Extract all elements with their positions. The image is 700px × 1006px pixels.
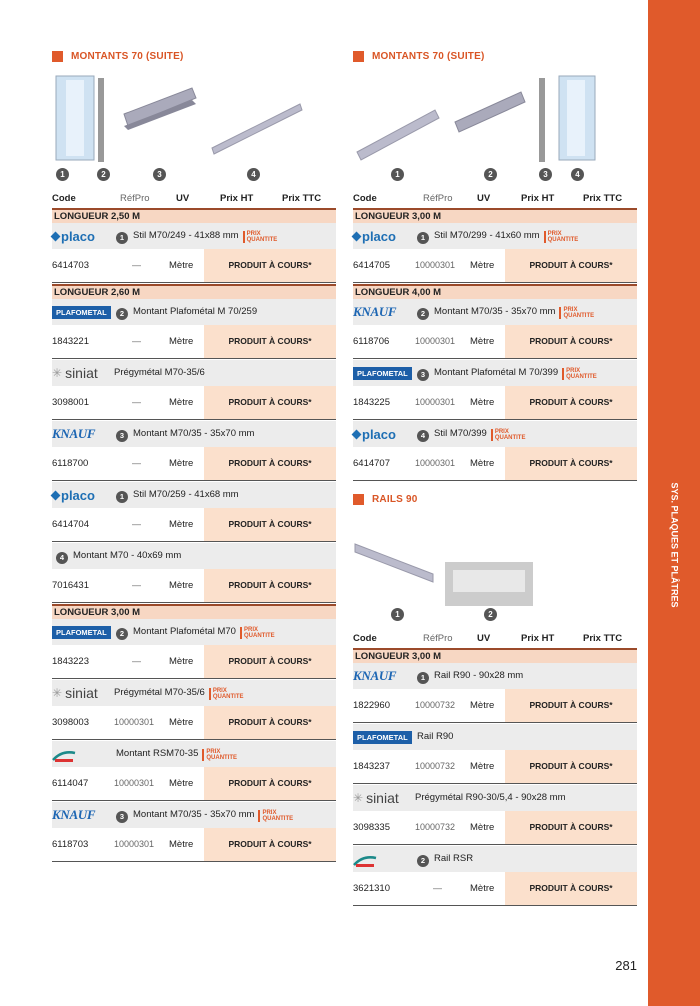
product-name	[417, 731, 453, 742]
product-name-row	[353, 299, 637, 325]
product-ref: 10000301	[415, 458, 456, 468]
product-name	[417, 230, 578, 244]
product-name-text: Prégymétal M70-35/6	[114, 367, 205, 378]
item-number: 2	[116, 628, 128, 640]
product-data-row	[52, 249, 336, 283]
item-number: 2	[116, 308, 128, 320]
length-group-header: LONGUEUR 2,60 M	[52, 284, 336, 299]
placo-logo	[353, 226, 396, 246]
siniat-star-icon: ✳	[353, 791, 364, 805]
product-ref: —	[132, 260, 141, 270]
brand-label: placo	[61, 487, 95, 503]
price-cell: PRODUIT À COURS*	[505, 811, 637, 844]
product-name-text: Montant Plafométal M 70/399	[434, 367, 559, 378]
product-photos	[52, 70, 336, 180]
product-row	[52, 619, 336, 679]
product-code: 1843221	[52, 336, 89, 347]
product-unit: Mètre	[470, 883, 495, 894]
prix-quantite-badge: PRIX QUANTITE	[491, 429, 526, 441]
column-headers: Code RéfPro UV Prix HT Prix TTC	[353, 633, 623, 644]
product-name-row	[353, 223, 637, 249]
price-cell: PRODUIT À COURS*	[505, 872, 637, 905]
product-name-row	[52, 223, 336, 249]
product-unit: Mètre	[470, 822, 495, 833]
column-headers: Code RéfPro UV Prix HT Prix TTC	[353, 193, 623, 204]
product-name-text: Stil M70/299 - 41x60 mm	[434, 230, 540, 241]
product-images	[353, 70, 637, 180]
product-name	[415, 792, 565, 803]
product-name-text: Montant M70/35 - 35x70 mm	[133, 428, 255, 439]
product-code: 3098335	[353, 822, 390, 833]
side-tab-label: SYS. PLAQUES ET PLÂTRES	[669, 482, 680, 608]
product-row	[52, 680, 336, 740]
product-name-row	[353, 846, 637, 872]
brand-label: siniat	[65, 365, 98, 381]
brand-label: placo	[61, 228, 95, 244]
item-number: 3	[116, 430, 128, 442]
image-num: 2	[484, 168, 497, 181]
product-name-row	[52, 482, 336, 508]
product-name-row	[353, 785, 637, 811]
product-name-text: Stil M70/249 - 41x88 mm	[133, 230, 239, 241]
product-data-row	[353, 689, 637, 723]
product-ref: 10000732	[415, 761, 456, 771]
item-number: 1	[417, 232, 429, 244]
siniat-star-icon: ✳	[52, 686, 63, 700]
product-name	[116, 748, 237, 761]
product-ref: —	[132, 580, 141, 590]
product-unit: Mètre	[470, 458, 495, 469]
product-code: 6114047	[52, 778, 89, 789]
siniat-logo	[52, 683, 98, 703]
length-group-header: LONGUEUR 3,00 M	[353, 208, 637, 223]
product-name	[116, 230, 277, 244]
product-name-row	[52, 421, 336, 447]
product-code: 1843237	[353, 761, 390, 772]
product-data-row	[353, 811, 637, 845]
product-row	[52, 421, 336, 481]
product-data-row	[353, 872, 637, 906]
product-name-row	[52, 741, 336, 767]
product-ref: 10000301	[114, 778, 155, 788]
product-row	[353, 846, 637, 906]
product-name	[114, 367, 205, 378]
product-name-row	[52, 543, 336, 569]
siniat-star-icon: ✳	[52, 366, 63, 380]
product-code: 6414703	[52, 260, 89, 271]
rails-images	[353, 530, 637, 624]
rsm-logo-icon	[52, 749, 76, 763]
product-unit: Mètre	[169, 778, 194, 789]
product-name-row	[52, 680, 336, 706]
siniat-logo	[353, 788, 399, 808]
product-row	[353, 785, 637, 845]
product-name-text: Prégymétal R90-30/5,4 - 90x28 mm	[415, 792, 566, 803]
price-cell: PRODUIT À COURS*	[505, 750, 637, 783]
product-unit: Mètre	[169, 397, 194, 408]
product-name	[56, 550, 181, 564]
product-row	[353, 663, 637, 723]
product-code: 7016431	[52, 580, 89, 591]
product-row	[353, 724, 637, 784]
product-unit: Mètre	[169, 458, 194, 469]
plafometal-logo: PLAFOMETAL	[52, 626, 111, 639]
product-row	[52, 223, 336, 283]
placo-diamond-icon	[352, 429, 362, 439]
product-code: 1822960	[353, 700, 390, 711]
item-number: 1	[116, 232, 128, 244]
product-ref: 10000301	[415, 397, 456, 407]
knauf-logo: KNAUF	[353, 668, 397, 683]
price-cell: PRODUIT À COURS*	[505, 249, 637, 282]
length-group-header: LONGUEUR 3,00 M	[353, 648, 637, 663]
prix-quantite-badge: PRIX QUANTITE	[544, 231, 579, 243]
image-num: 1	[56, 168, 69, 181]
placo-diamond-icon	[51, 231, 61, 241]
product-name-row	[353, 663, 637, 689]
placo-logo	[52, 485, 95, 505]
product-unit: Mètre	[470, 397, 495, 408]
product-name-text: Rail R90 - 90x28 mm	[434, 670, 524, 681]
image-num: 4	[247, 168, 260, 181]
product-row	[353, 223, 637, 283]
prix-quantite-badge: PRIX QUANTITE	[559, 307, 594, 319]
product-ref: 10000301	[114, 839, 155, 849]
product-code: 6118706	[353, 336, 390, 347]
placo-logo	[353, 424, 396, 444]
product-name	[417, 428, 525, 442]
section-marker-icon	[353, 494, 364, 505]
product-name-text: Rail R90	[417, 731, 454, 742]
knauf-logo: KNAUF	[52, 426, 96, 441]
product-name-text: Montant M70 - 40x69 mm	[73, 550, 182, 561]
item-number: 1	[116, 491, 128, 503]
image-num: 4	[571, 168, 584, 181]
price-cell: PRODUIT À COURS*	[204, 249, 336, 282]
product-code: 6414704	[52, 519, 89, 530]
price-cell: PRODUIT À COURS*	[204, 706, 336, 739]
product-name	[417, 367, 597, 381]
plafometal-logo: PLAFOMETAL	[353, 367, 412, 380]
product-data-row	[52, 386, 336, 420]
section-marker-icon	[353, 51, 364, 62]
product-row	[353, 421, 637, 481]
price-cell: PRODUIT À COURS*	[505, 325, 637, 358]
prix-quantite-badge: PRIX QUANTITE	[202, 749, 237, 761]
prix-quantite-badge: PRIX QUANTITE	[240, 627, 275, 639]
product-unit: Mètre	[470, 700, 495, 711]
item-number: 2	[417, 855, 429, 867]
product-unit: Mètre	[169, 656, 194, 667]
product-name-row	[52, 360, 336, 386]
product-name	[116, 428, 254, 442]
image-num: 2	[97, 168, 110, 181]
product-photos	[353, 70, 637, 180]
price-cell: PRODUIT À COURS*	[505, 386, 637, 419]
product-name-text: Stil M70/259 - 41x68 mm	[133, 489, 239, 500]
product-code: 3621310	[353, 883, 390, 894]
product-unit: Mètre	[470, 761, 495, 772]
product-name-text: Stil M70/399	[434, 428, 487, 439]
section-title: RAILS 90	[353, 494, 418, 505]
product-row	[52, 543, 336, 603]
prix-quantite-badge: PRIX QUANTITE	[209, 688, 244, 700]
product-ref: —	[433, 883, 442, 893]
item-number: 4	[417, 430, 429, 442]
product-data-row	[52, 645, 336, 679]
placo-logo	[52, 226, 95, 246]
placo-diamond-icon	[352, 231, 362, 241]
product-code: 1843223	[52, 656, 89, 667]
product-code: 3098003	[52, 717, 89, 728]
price-cell: PRODUIT À COURS*	[204, 325, 336, 358]
product-ref: —	[132, 458, 141, 468]
brand-label: siniat	[366, 790, 399, 806]
product-name	[417, 306, 594, 320]
product-name	[116, 306, 257, 320]
plafometal-logo: PLAFOMETAL	[353, 731, 412, 744]
section-marker-icon	[52, 51, 63, 62]
product-code: 6414707	[353, 458, 390, 469]
item-number: 4	[56, 552, 68, 564]
product-name	[116, 809, 293, 823]
product-ref: 10000301	[415, 336, 456, 346]
siniat-logo	[52, 363, 98, 383]
product-name	[417, 853, 473, 867]
product-ref: —	[132, 397, 141, 407]
prix-quantite-badge: PRIX QUANTITE	[562, 368, 597, 380]
item-number: 1	[417, 672, 429, 684]
product-row	[52, 360, 336, 420]
product-name-text: Montant Plafométal M 70/259	[133, 306, 258, 317]
price-cell: PRODUIT À COURS*	[204, 645, 336, 678]
column-headers: Code RéfPro UV Prix HT Prix TTC	[52, 193, 322, 204]
product-name	[417, 670, 523, 684]
product-unit: Mètre	[169, 260, 194, 271]
prix-quantite-badge: PRIX QUANTITE	[258, 810, 293, 822]
product-data-row	[52, 569, 336, 603]
product-data-row	[353, 249, 637, 283]
product-name-text: Montant M70/35 - 35x70 mm	[434, 306, 556, 317]
image-num: 3	[153, 168, 166, 181]
product-row	[353, 299, 637, 359]
product-data-row	[52, 508, 336, 542]
price-cell: PRODUIT À COURS*	[505, 447, 637, 480]
section-title: MONTANTS 70 (SUITE)	[353, 51, 485, 62]
product-code: 6118700	[52, 458, 89, 469]
length-group-header: LONGUEUR 2,50 M	[52, 208, 336, 223]
image-num: 2	[484, 608, 497, 621]
plafometal-logo: PLAFOMETAL	[52, 306, 111, 319]
image-num: 1	[391, 608, 404, 621]
length-group-header: LONGUEUR 3,00 M	[52, 604, 336, 619]
product-ref: —	[132, 519, 141, 529]
price-cell: PRODUIT À COURS*	[204, 828, 336, 861]
product-ref: 10000732	[415, 700, 456, 710]
image-num: 1	[391, 168, 404, 181]
product-code: 6118703	[52, 839, 89, 850]
price-cell: PRODUIT À COURS*	[204, 447, 336, 480]
product-name	[116, 626, 275, 640]
product-ref: —	[132, 656, 141, 666]
product-name-row	[52, 802, 336, 828]
rail-photos	[353, 530, 637, 610]
product-unit: Mètre	[169, 336, 194, 347]
image-num: 3	[539, 168, 552, 181]
price-cell: PRODUIT À COURS*	[505, 689, 637, 722]
item-number: 2	[417, 308, 429, 320]
product-unit: Mètre	[470, 336, 495, 347]
length-group-header: LONGUEUR 4,00 M	[353, 284, 637, 299]
product-data-row	[353, 386, 637, 420]
product-ref: 10000301	[415, 260, 456, 270]
product-name-row	[353, 360, 637, 386]
product-code: 6414705	[353, 260, 390, 271]
product-row	[353, 360, 637, 420]
knauf-logo: KNAUF	[52, 807, 96, 822]
brand-label: siniat	[65, 685, 98, 701]
product-unit: Mètre	[169, 717, 194, 728]
item-number: 3	[417, 369, 429, 381]
product-row	[52, 802, 336, 862]
product-name	[116, 489, 239, 503]
product-unit: Mètre	[470, 260, 495, 271]
product-code: 1843225	[353, 397, 390, 408]
product-images	[52, 70, 336, 180]
product-data-row	[52, 706, 336, 740]
product-data-row	[353, 750, 637, 784]
product-name-text: Montant Plafométal M70	[133, 626, 236, 637]
product-data-row	[52, 767, 336, 801]
product-data-row	[353, 325, 637, 359]
product-name-row	[52, 619, 336, 645]
price-cell: PRODUIT À COURS*	[204, 386, 336, 419]
product-unit: Mètre	[169, 839, 194, 850]
knauf-logo: KNAUF	[353, 304, 397, 319]
page-number: 281	[615, 958, 637, 973]
product-name-text: Montant RSM70-35	[116, 748, 199, 759]
product-row	[52, 299, 336, 359]
product-data-row	[52, 325, 336, 359]
product-name-text: Rail RSR	[434, 853, 474, 864]
price-cell: PRODUIT À COURS*	[204, 767, 336, 800]
product-ref: 10000301	[114, 717, 155, 727]
prix-quantite-badge: PRIX QUANTITE	[243, 231, 278, 243]
product-data-row	[353, 447, 637, 481]
product-data-row	[52, 447, 336, 481]
product-name	[114, 687, 244, 700]
price-cell: PRODUIT À COURS*	[204, 508, 336, 541]
product-unit: Mètre	[169, 519, 194, 530]
section-title: MONTANTS 70 (SUITE)	[52, 51, 184, 62]
product-data-row	[52, 828, 336, 862]
rsm-logo-icon	[353, 854, 377, 868]
product-name-text: Prégymétal M70-35/6	[114, 687, 205, 698]
side-tab	[648, 0, 700, 1006]
product-ref: 10000732	[415, 822, 456, 832]
price-cell: PRODUIT À COURS*	[204, 569, 336, 602]
item-number: 3	[116, 811, 128, 823]
product-row	[52, 482, 336, 542]
placo-diamond-icon	[51, 490, 61, 500]
product-name-row	[353, 724, 637, 750]
product-row	[52, 741, 336, 801]
product-name-row	[52, 299, 336, 325]
product-ref: —	[132, 336, 141, 346]
product-unit: Mètre	[169, 580, 194, 591]
brand-label: placo	[362, 228, 396, 244]
product-name-text: Montant M70/35 - 35x70 mm	[133, 809, 255, 820]
brand-label: placo	[362, 426, 396, 442]
product-name-row	[353, 421, 637, 447]
product-code: 3098001	[52, 397, 89, 408]
